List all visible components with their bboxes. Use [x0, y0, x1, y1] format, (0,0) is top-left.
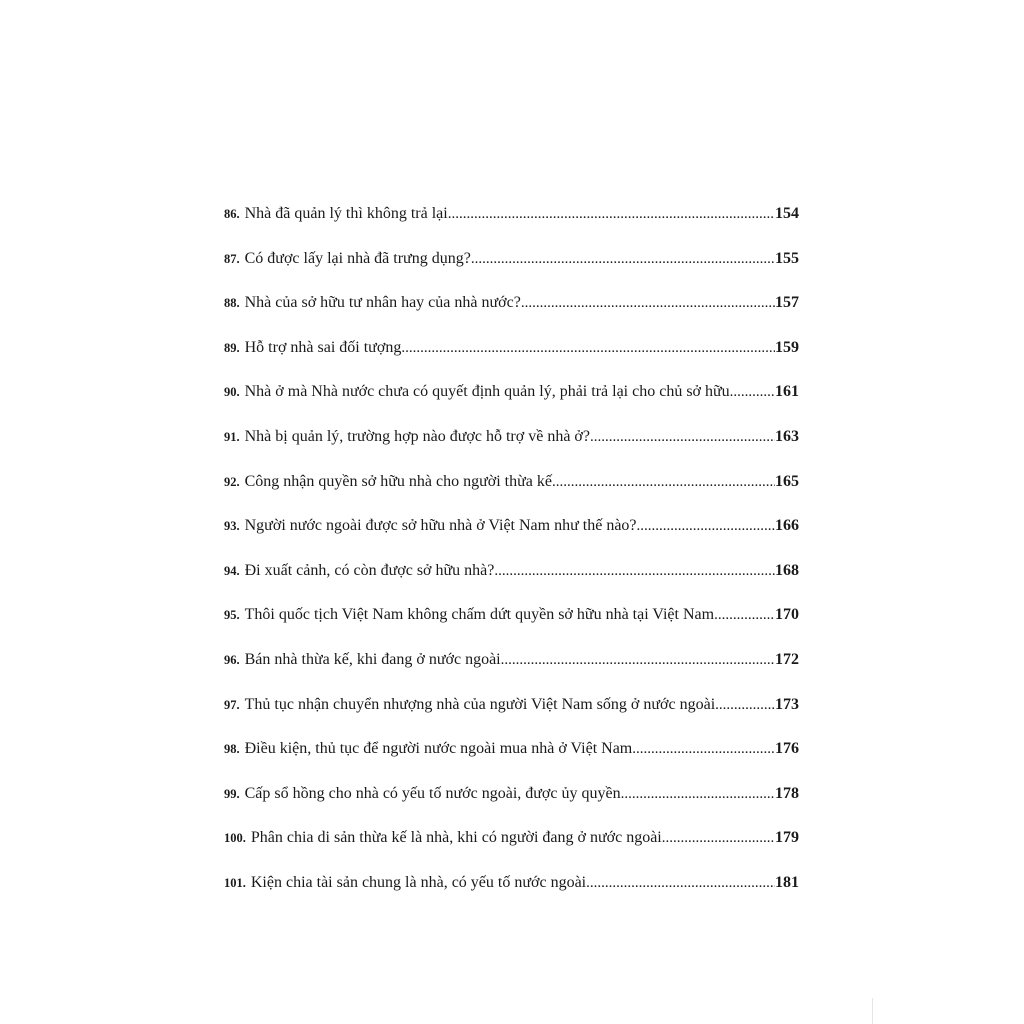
entry-number: 95. — [224, 608, 240, 623]
toc-line — [224, 245, 799, 273]
entry-title: Nhà đã quản lý thì không trả lại — [244, 205, 448, 222]
entry-page-number: 173 — [775, 695, 799, 713]
entry-page-number: 161 — [775, 383, 799, 401]
entry-page-number: 165 — [775, 472, 799, 490]
entry-page-number: 154 — [775, 205, 799, 222]
toc-line — [224, 423, 799, 451]
dot-leader — [621, 780, 775, 808]
entry-page-number: 181 — [775, 873, 799, 891]
table-of-contents — [224, 200, 799, 914]
toc-entry-93 — [224, 512, 799, 557]
entry-page-number: 155 — [775, 249, 799, 267]
dot-leader — [401, 334, 775, 362]
dot-leader — [471, 245, 775, 273]
toc-entry-86 — [224, 200, 799, 245]
entry-page-number: 179 — [775, 829, 799, 847]
entry-number: 88. — [224, 296, 240, 311]
dot-leader — [586, 869, 775, 897]
dot-leader — [730, 378, 775, 406]
entry-page-number: 163 — [775, 427, 799, 445]
dot-leader — [448, 200, 775, 228]
toc-entry-91 — [224, 423, 799, 468]
toc-entry-94 — [224, 557, 799, 602]
toc-line — [224, 557, 799, 585]
toc-line — [224, 869, 799, 897]
entry-number: 87. — [224, 251, 240, 266]
entry-title: Bán nhà thừa kế, khi đang ở nước ngoài — [244, 650, 501, 668]
entry-title: Công nhận quyền sở hữu nhà cho người thừa kế — [244, 472, 552, 490]
entry-page-number: 157 — [775, 294, 799, 312]
toc-entry-90 — [224, 378, 799, 423]
entry-title: Có được lấy lại nhà đã trưng dụng? — [244, 249, 471, 267]
entry-title: Người nước ngoài được sở hữu nhà ở Việt Nam như thế nào? — [244, 517, 637, 535]
toc-entry-101 — [224, 869, 799, 914]
toc-line — [224, 735, 799, 763]
entry-number: 91. — [224, 429, 240, 444]
toc-line — [224, 601, 799, 629]
toc-entry-95 — [224, 601, 799, 646]
entry-page-number: 170 — [775, 606, 799, 624]
entry-number: 86. — [224, 207, 240, 221]
dot-leader — [501, 646, 775, 674]
entry-number: 89. — [224, 340, 240, 355]
dot-leader — [715, 691, 775, 719]
dot-leader — [521, 289, 775, 317]
toc-line — [224, 334, 799, 362]
toc-entry-99 — [224, 780, 799, 825]
dot-leader — [632, 735, 775, 763]
entry-title: Nhà của sở hữu tư nhân hay của nhà nước? — [244, 294, 521, 312]
entry-title: Nhà bị quản lý, trường hợp nào được hỗ trợ về nhà ở? — [244, 427, 590, 445]
toc-line — [224, 780, 799, 808]
entry-title: Điều kiện, thủ tục để người nước ngoài mua nhà ở Việt Nam — [244, 740, 633, 758]
entry-title: Thôi quốc tịch Việt Nam không chấm dứt quyền sở hữu nhà tại Việt Nam — [244, 606, 715, 624]
toc-line — [224, 468, 799, 496]
toc-line — [224, 691, 799, 719]
entry-title: Phân chia di sản thừa kế là nhà, khi có người đang ở nước ngoài — [250, 829, 662, 847]
toc-line — [224, 200, 799, 228]
toc-entry-97 — [224, 691, 799, 736]
toc-entry-100 — [224, 824, 799, 869]
toc-line — [224, 512, 799, 540]
dot-leader — [714, 601, 775, 629]
entry-number: 101. — [224, 875, 246, 890]
toc-line — [224, 289, 799, 317]
dot-leader — [590, 423, 775, 451]
entry-title: Cấp sổ hồng cho nhà có yếu tố nước ngoài, được ủy quyền — [244, 784, 621, 802]
toc-entry-89 — [224, 334, 799, 379]
toc-line — [224, 378, 799, 406]
entry-number: 97. — [224, 697, 240, 712]
entry-title: Hỗ trợ nhà sai đối tượng — [244, 338, 402, 356]
entry-number: 99. — [224, 786, 240, 801]
toc-entry-96 — [224, 646, 799, 691]
entry-page-number: 172 — [775, 650, 799, 668]
toc-entry-92 — [224, 468, 799, 513]
toc-entry-87 — [224, 245, 799, 290]
toc-entry-98 — [224, 735, 799, 780]
toc-entry-88 — [224, 289, 799, 334]
page-edge-divider — [872, 998, 873, 1024]
entry-title: Kiện chia tài sản chung là nhà, có yếu tố nước ngoài — [250, 873, 587, 891]
dot-leader — [637, 512, 775, 540]
entry-number: 96. — [224, 652, 240, 667]
entry-page-number: 159 — [775, 338, 799, 356]
entry-number: 93. — [224, 519, 240, 534]
entry-title: Nhà ở mà Nhà nước chưa có quyết định quản lý, phải trả lại cho chủ sở hữu — [244, 383, 730, 401]
entry-number: 94. — [224, 563, 240, 578]
entry-page-number: 166 — [775, 517, 799, 535]
toc-line — [224, 646, 799, 674]
dot-leader — [552, 468, 775, 496]
entry-number: 98. — [224, 742, 240, 757]
entry-page-number: 168 — [775, 561, 799, 579]
entry-title: Thủ tục nhận chuyển nhượng nhà của người Việt Nam sống ở nước ngoài — [244, 695, 716, 713]
entry-page-number: 178 — [775, 784, 799, 802]
entry-number: 92. — [224, 474, 240, 489]
toc-line — [224, 824, 799, 852]
dot-leader — [662, 824, 775, 852]
entry-title: Đi xuất cảnh, có còn được sở hữu nhà? — [244, 561, 495, 579]
entry-number: 100. — [224, 831, 246, 846]
entry-number: 90. — [224, 385, 240, 400]
dot-leader — [494, 557, 775, 585]
entry-page-number: 176 — [775, 740, 799, 758]
